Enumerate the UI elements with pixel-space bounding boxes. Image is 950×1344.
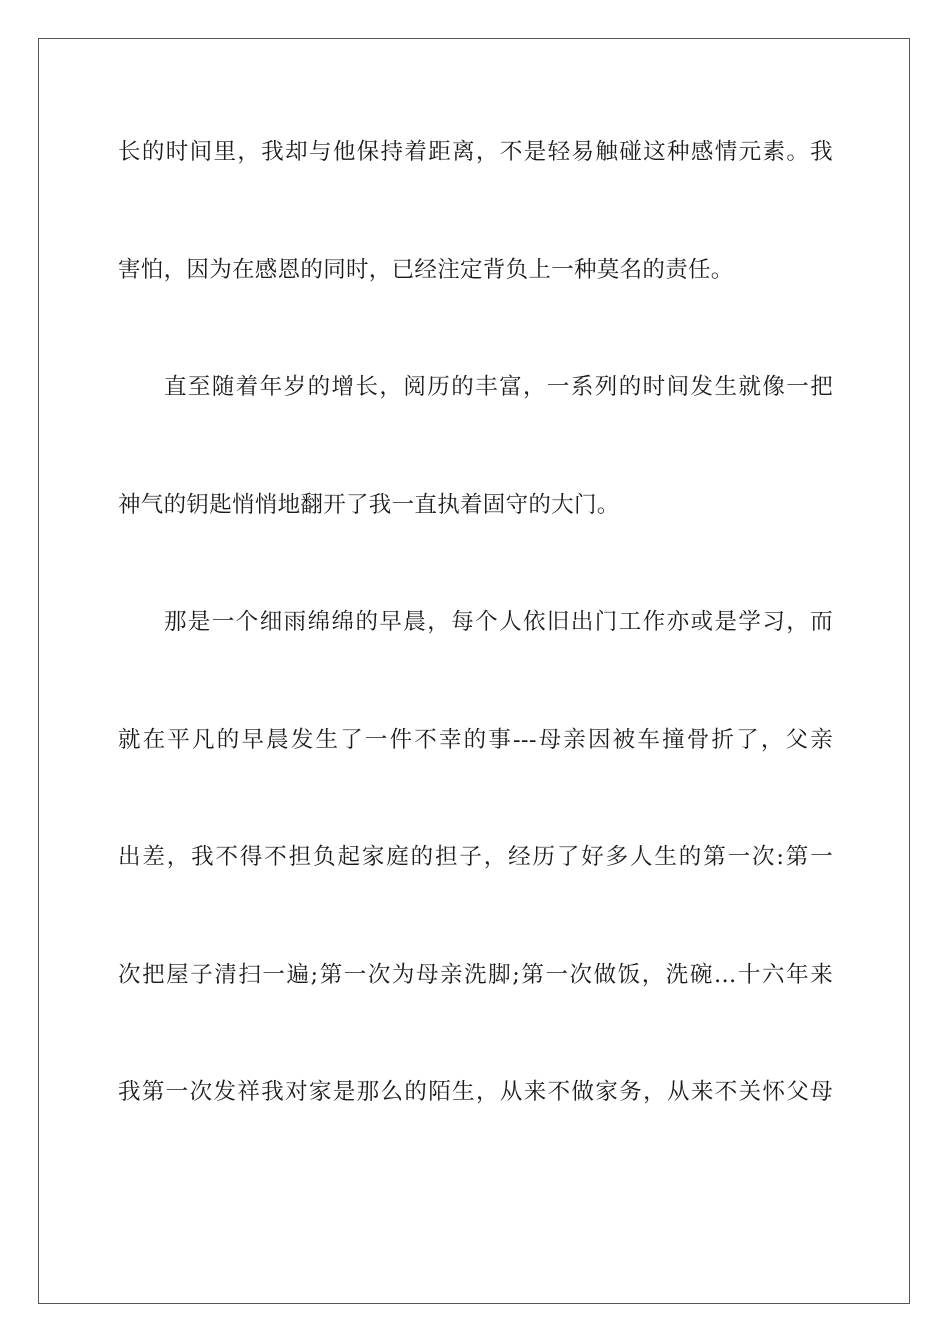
text-line-5: 那是一个细雨绵绵的早晨，每个人依旧出门工作亦或是学习，而 [164, 609, 833, 635]
text-line-9: 我第一次发祥我对家是那么的陌生，从来不做家务，从来不关怀父母 [118, 1079, 833, 1105]
document-body [118, 130, 833, 1188]
text-line-6: 就在平凡的早晨发生了一件不幸的事---母亲因被车撞骨折了，父亲 [118, 726, 833, 753]
text-line-8: 次把屋子清扫一遍;第一次为母亲洗脚;第一次做饭，洗碗…十六年来 [118, 961, 833, 988]
text-line-2: 害怕，因为在感恩的同时，已经注定背负上一种莫名的责任。 [118, 256, 734, 283]
text-line-4: 神气的钥匙悄悄地翻开了我一直执着固守的大门。 [118, 491, 620, 518]
text-line-1: 长的时间里，我却与他保持着距离，不是轻易触碰这种感情元素。我 [118, 139, 833, 165]
text-line-3: 直至随着年岁的增长，阅历的丰富，一系列的时间发生就像一把 [164, 374, 833, 400]
text-line-7: 出差，我不得不担负起家庭的担子，经历了好多人生的第一次:第一 [118, 844, 833, 870]
